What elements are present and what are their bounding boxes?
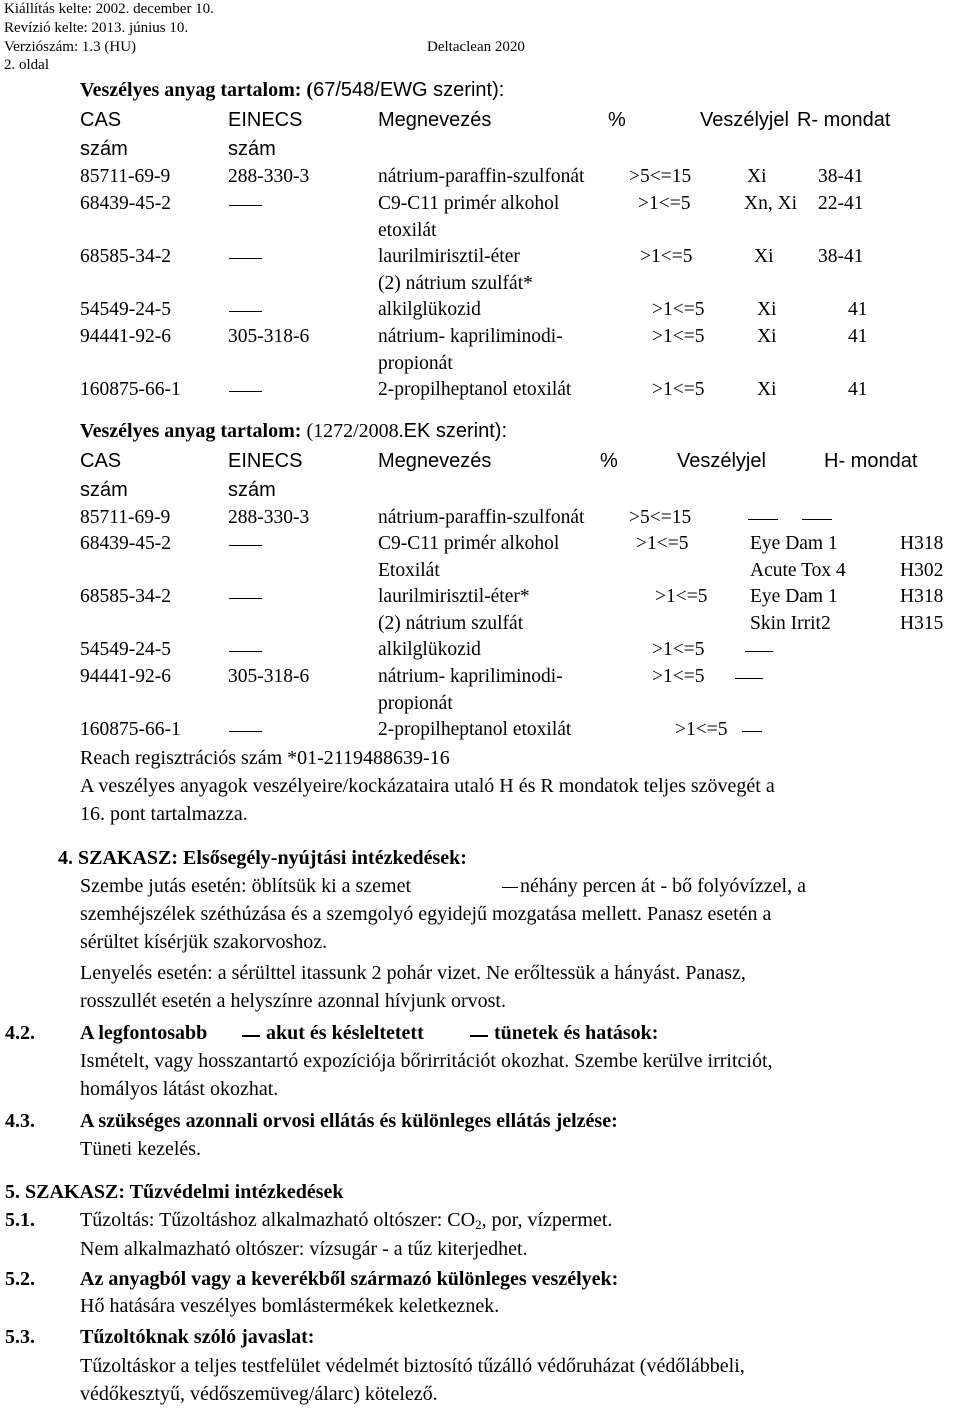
- s53-number: 5.3.: [5, 1326, 35, 1348]
- s4-eye-line3: sérültet kísérjük szakorvoshoz.: [80, 931, 328, 953]
- s1-row3-symbol: Xi: [754, 246, 774, 267]
- section2-title-sans: EK szerint):: [403, 420, 508, 442]
- s2-row6-cas: 160875-66-1: [80, 719, 181, 740]
- s2-row3-phrase-2: H315: [900, 613, 944, 634]
- s1-row6-symbol: Xi: [757, 379, 777, 400]
- s42-number: 4.2.: [5, 1022, 35, 1044]
- s1-row5-cas: 94441-92-6: [80, 326, 171, 347]
- s1-row6-cas: 160875-66-1: [80, 379, 181, 400]
- s2-row2-pct: >1<=5: [636, 533, 689, 554]
- s2-row3-cas: 68585-34-2: [80, 586, 171, 607]
- s2-col-phrase: H- mondat: [824, 450, 918, 472]
- s53-line2: védőkesztyű, védőszemüveg/álarc) kötelező.: [80, 1383, 438, 1405]
- s43-number: 4.3.: [5, 1110, 35, 1132]
- s1-col-cas: CAS: [80, 109, 122, 131]
- s1-row4-symbol: Xi: [757, 299, 777, 320]
- s1-col-einecs-2: szám: [228, 138, 276, 160]
- hazard-note-line2: 16. pont tartalmazza.: [80, 803, 248, 825]
- s2-row5-einecs: 305-318-6: [228, 666, 310, 687]
- s1-row1-einecs: 288-330-3: [228, 166, 310, 187]
- s2-row2-phrase: H318: [900, 533, 944, 554]
- s2-col-pct: %: [600, 450, 618, 472]
- section1-title: [80, 78, 504, 102]
- s2-row4-cas: 54549-24-5: [80, 639, 171, 660]
- s1-row1-pct: >5<=15: [629, 166, 692, 187]
- s53-line1: Tűzoltáskor a teljes testfelület védelmét biztosító tűzálló védőruházat (védőlábbeli,: [80, 1355, 745, 1377]
- s1-col-phrase: R- mondat: [797, 109, 891, 131]
- s42-line2: homályos látást okozhat.: [80, 1078, 279, 1100]
- s1-row2-name: C9-C11 primér alkohol: [378, 193, 560, 214]
- s1-row3-cas: 68585-34-2: [80, 246, 171, 267]
- section1-title-bold: Veszélyes anyag tartalom: (: [80, 79, 314, 101]
- s2-row3-einecs-dash: [229, 598, 262, 599]
- s1-row2-name-2: etoxilát: [378, 220, 437, 241]
- s1-row5-name: nátrium- kapriliminodi-: [378, 326, 563, 347]
- s2-row2-symbol-2: Acute Tox 4: [750, 560, 846, 581]
- s2-row6-name: 2-propilheptanol etoxilát: [378, 719, 572, 740]
- s1-row6-einecs-dash: [229, 391, 262, 392]
- section2-title: [80, 419, 507, 443]
- s2-col-name: Megnevezés: [378, 450, 492, 472]
- version-number: Verziószám: 1.3 (HU): [4, 39, 137, 55]
- s2-row4-name: alkilglükozid: [378, 639, 481, 660]
- s2-row2-symbol: Eye Dam 1: [750, 533, 838, 554]
- s42-title-dash1: [242, 1035, 260, 1037]
- s2-row3-phrase: H318: [900, 586, 944, 607]
- hazard-note-line1: A veszélyes anyagok veszélyeire/kockázataira utaló H és R mondatok teljes szövegét a: [80, 775, 775, 797]
- s4-eye-line1b: néhány percen át - bő folyóvízzel, a: [520, 875, 806, 897]
- product-name: Deltaclean 2020: [427, 39, 525, 55]
- s4-ingest-line2: rosszullét esetén a helyszínre azonnal hívjunk orvost.: [80, 990, 506, 1012]
- section2-title-rest: (1272/2008.: [301, 420, 404, 442]
- s52-title: Az anyagból vagy a keverékből származó különleges veszélyek:: [80, 1268, 619, 1290]
- s2-row1-cas: 85711-69-9: [80, 507, 171, 528]
- s2-row3-name: laurilmirisztil-éter*: [378, 586, 530, 607]
- s42-title-b: akut és késleltetett: [266, 1022, 424, 1044]
- s1-row2-symbol: Xn, Xi: [744, 193, 798, 214]
- s2-row3-symbol-2: Skin Irrit2: [750, 613, 831, 634]
- s2-col-cas: CAS: [80, 450, 122, 472]
- s53-title: Tűzoltóknak szóló javaslat:: [80, 1326, 315, 1348]
- s1-row1-cas: 85711-69-9: [80, 166, 171, 187]
- s52-number: 5.2.: [5, 1268, 35, 1290]
- s1-row6-phrase: 41: [848, 379, 868, 400]
- s2-row4-pct: >1<=5: [652, 639, 705, 660]
- reach-registration: Reach regisztrációs szám *01-2119488639-16: [80, 747, 450, 769]
- s51-line1b: , por, vízpermet.: [481, 1209, 613, 1231]
- issue-date: Kiállítás kelte: 2002. december 10.: [4, 1, 214, 17]
- s2-row4-einecs-dash: [229, 651, 262, 652]
- s2-col-symbol: Veszélyjel: [677, 450, 766, 472]
- s1-row3-pct: >1<=5: [640, 246, 693, 267]
- s2-row1-einecs: 288-330-3: [228, 507, 310, 528]
- s2-row2-name: C9-C11 primér alkohol: [378, 533, 560, 554]
- s2-row6-symbol-dash: [742, 731, 762, 732]
- s42-title-dash2: [470, 1035, 488, 1037]
- s1-row3-einecs-dash: [229, 258, 262, 259]
- s2-row5-cas: 94441-92-6: [80, 666, 171, 687]
- s2-row6-einecs-dash: [229, 731, 262, 732]
- s2-col-cas-2: szám: [80, 479, 128, 501]
- s1-row4-einecs-dash: [229, 311, 262, 312]
- s1-row5-einecs: 305-318-6: [228, 326, 310, 347]
- s2-row2-cas: 68439-45-2: [80, 533, 171, 554]
- s1-row6-name: 2-propilheptanol etoxilát: [378, 379, 572, 400]
- s51-line1: [80, 1208, 612, 1232]
- s1-row6-pct: >1<=5: [652, 379, 705, 400]
- s51-co2-subscript: 2: [475, 1217, 482, 1232]
- s2-row6-pct: >1<=5: [675, 719, 728, 740]
- s1-col-cas-2: szám: [80, 138, 128, 160]
- s1-row2-phrase: 22-41: [818, 193, 864, 214]
- s2-row2-einecs-dash: [229, 545, 262, 546]
- revision-date: Revízió kelte: 2013. június 10.: [4, 20, 189, 36]
- s1-col-pct: %: [608, 109, 626, 131]
- s1-row1-name: nátrium-paraffin-szulfonát: [378, 166, 585, 187]
- s42-title-c: tünetek és hatások:: [494, 1022, 659, 1044]
- s51-line2: Nem alkalmazható oltószer: vízsugár - a tűz kiterjedhet.: [80, 1238, 528, 1260]
- s52-line1: Hő hatására veszélyes bomlástermékek keletkeznek.: [80, 1295, 500, 1317]
- s2-row3-symbol: Eye Dam 1: [750, 586, 838, 607]
- s2-col-einecs-2: szám: [228, 479, 276, 501]
- s43-title: A szükséges azonnali orvosi ellátás és különleges ellátás jelzése:: [80, 1110, 618, 1132]
- s2-row3-name-2: (2) nátrium szulfát: [378, 613, 524, 634]
- s1-col-name: Megnevezés: [378, 109, 492, 131]
- s43-line1: Tüneti kezelés.: [80, 1138, 202, 1160]
- s2-row5-name-2: propionát: [378, 693, 453, 714]
- s1-row4-pct: >1<=5: [652, 299, 705, 320]
- s2-row1-pct: >5<=15: [629, 507, 692, 528]
- section4-title: 4. SZAKASZ: Elsősegély-nyújtási intézkedések:: [58, 847, 467, 869]
- s2-row3-pct: >1<=5: [655, 586, 708, 607]
- section2-title-bold: Veszélyes anyag tartalom:: [80, 420, 302, 442]
- s1-row3-phrase: 38-41: [818, 246, 864, 267]
- s2-row4-symbol-dash: [745, 651, 773, 652]
- s2-row5-symbol-dash: [735, 678, 763, 679]
- s1-row3-name-2: (2) nátrium szulfát*: [378, 273, 533, 294]
- s1-row4-phrase: 41: [848, 299, 868, 320]
- s2-row2-name-2: Etoxilát: [378, 560, 440, 581]
- s1-col-symbol: Veszélyjel: [700, 109, 789, 131]
- s1-row2-cas: 68439-45-2: [80, 193, 171, 214]
- s2-row1-name: nátrium-paraffin-szulfonát: [378, 507, 585, 528]
- s1-row5-phrase: 41: [848, 326, 868, 347]
- s1-row3-name: laurilmirisztil-éter: [378, 246, 520, 267]
- s1-row5-symbol: Xi: [757, 326, 777, 347]
- s42-title-a: A legfontosabb: [80, 1022, 208, 1044]
- s1-col-einecs: EINECS: [228, 109, 303, 131]
- s1-row4-name: alkilglükozid: [378, 299, 481, 320]
- s51-line1a: Tűzoltás: Tűzoltáshoz alkalmazható oltószer: CO: [80, 1209, 476, 1231]
- s2-row5-pct: >1<=5: [652, 666, 705, 687]
- s2-row2-phrase-2: H302: [900, 560, 944, 581]
- s4-eye-line2: szemhéjszélek széthúzása és a szemgolyó egyidejű mozgatása mellett. Panasz esetén a: [80, 903, 772, 925]
- s42-line1: Ismételt, vagy hosszantartó expozíciója bőrirritációt okozhat. Szembe kerülve irritciót,: [80, 1050, 773, 1072]
- s1-row5-name-2: propionát: [378, 353, 453, 374]
- s4-eye-dash: [502, 887, 518, 888]
- s1-row2-einecs-dash: [229, 205, 262, 206]
- s2-row5-name: nátrium- kapriliminodi-: [378, 666, 563, 687]
- s2-row1-symbol-dash: [748, 519, 778, 520]
- section5-title: 5. SZAKASZ: Tűzvédelmi intézkedések: [5, 1181, 344, 1203]
- s1-row1-phrase: 38-41: [818, 166, 864, 187]
- page-number: 2. oldal: [4, 57, 49, 73]
- s2-col-einecs: EINECS: [228, 450, 303, 472]
- s1-row4-cas: 54549-24-5: [80, 299, 171, 320]
- s2-row1-phrase-dash: [802, 519, 832, 520]
- s1-row2-pct: >1<=5: [638, 193, 691, 214]
- s1-row1-symbol: Xi: [747, 166, 767, 187]
- section1-title-rest: 67/548/EWG szerint):: [313, 79, 505, 101]
- s4-ingest-line1: Lenyelés esetén: a sérülttel itassunk 2 pohár vizet. Ne erőltessük a hányást. Panasz,: [80, 962, 746, 984]
- s1-row5-pct: >1<=5: [652, 326, 705, 347]
- s51-number: 5.1.: [5, 1209, 35, 1231]
- s4-eye-line1a: Szembe jutás esetén: öblítsük ki a szemet: [80, 875, 412, 897]
